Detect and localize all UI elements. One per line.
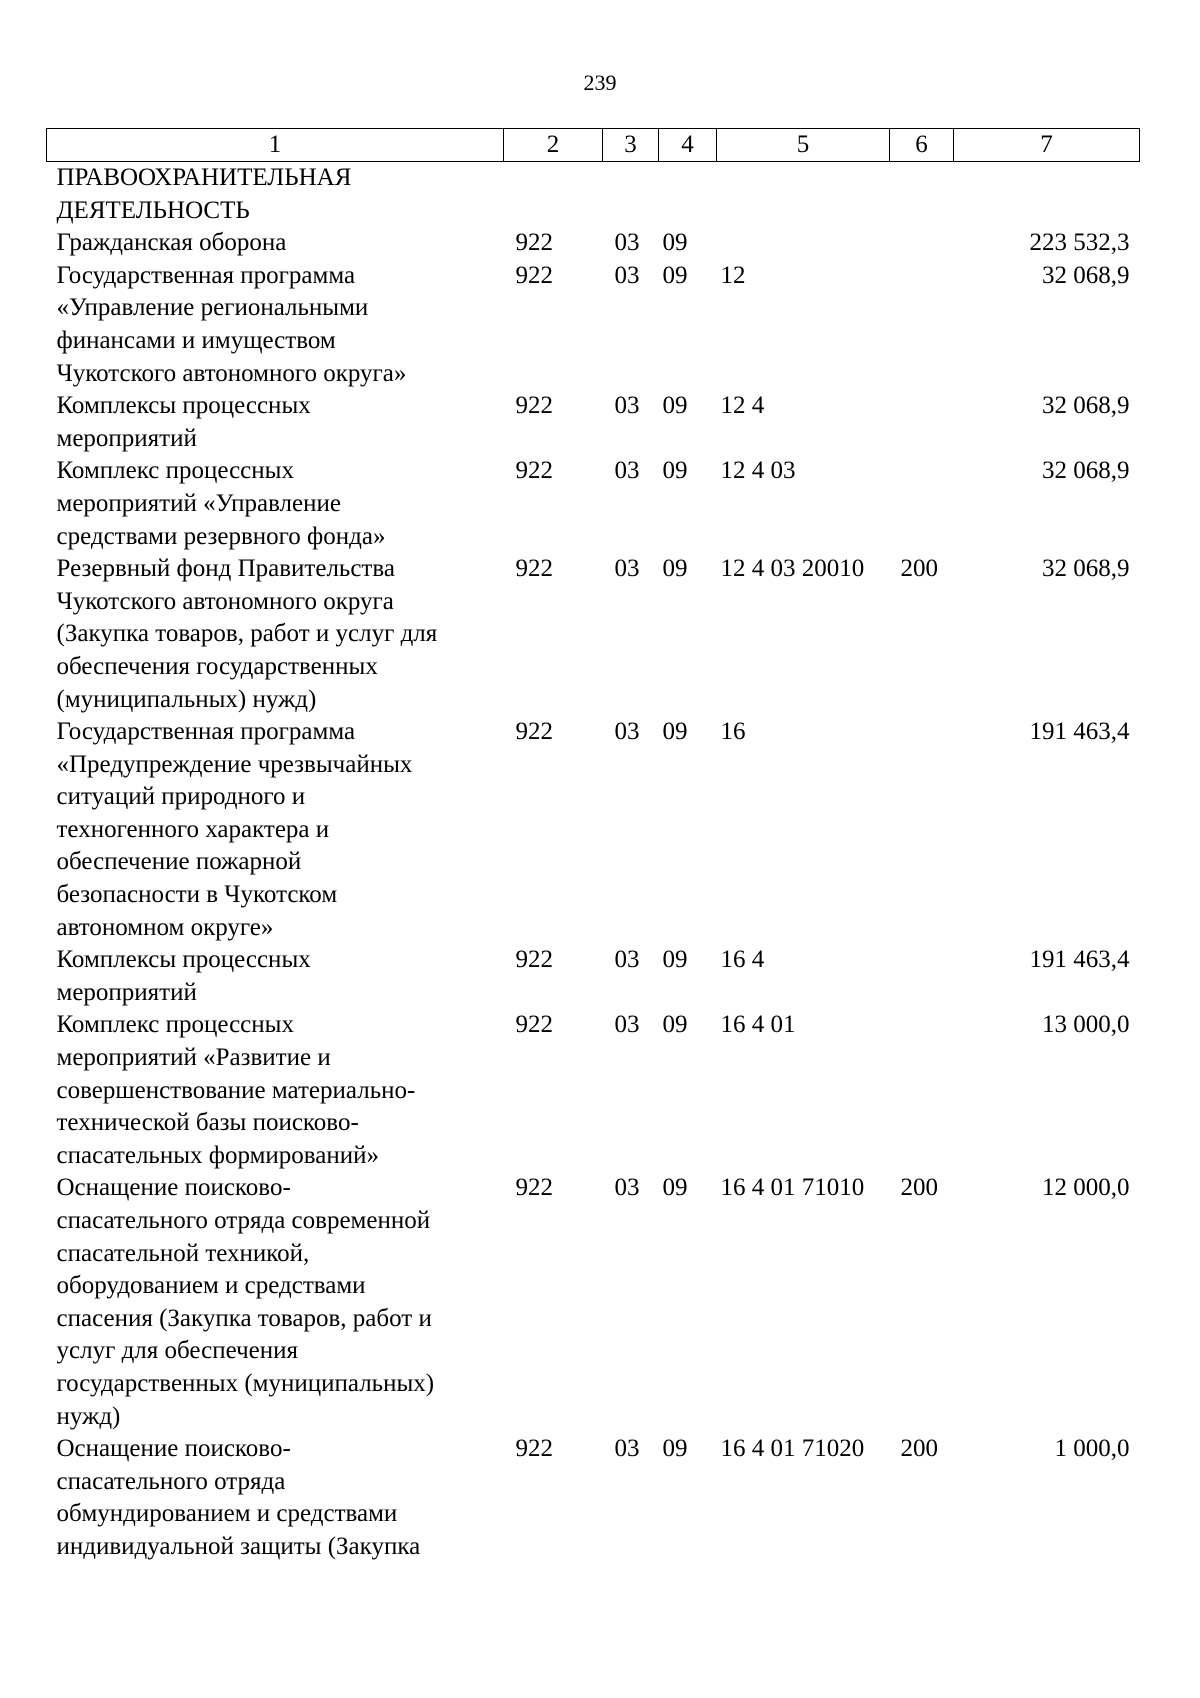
name-line: «Управление региональными xyxy=(56,294,369,322)
table-row xyxy=(47,1433,1140,1563)
cell-subsection: 09 xyxy=(662,457,688,485)
cell-grbs: 922 xyxy=(515,555,553,583)
table-row xyxy=(47,1172,1140,1433)
cell-subsection: 09 xyxy=(662,555,688,583)
name-line: мероприятий «Развитие и xyxy=(56,1044,331,1072)
name-line: Оснащение поисково- xyxy=(56,1435,291,1463)
cell-target-article: 16 4 01 xyxy=(720,1011,796,1039)
page-number: 239 xyxy=(583,70,617,95)
cell-subsection: 09 xyxy=(662,229,688,257)
cell-target-article: 16 4 xyxy=(720,946,765,974)
name-line: Государственная программа xyxy=(56,718,356,746)
table-row xyxy=(47,390,1140,455)
name-line: спасательной техникой, xyxy=(56,1239,310,1267)
cell-amount: 191 463,4 xyxy=(1029,946,1130,974)
header-col-6: 6 xyxy=(890,129,954,162)
cell-expense-type xyxy=(890,944,954,1009)
cell-section: 03 xyxy=(614,392,640,420)
name-line: Комплекс процессных xyxy=(56,457,294,485)
cell-subsection: 09 xyxy=(662,392,688,420)
budget-table xyxy=(46,128,1140,1564)
name-line: Комплексы процессных xyxy=(56,946,311,974)
cell-target-article: 16 xyxy=(720,718,746,746)
cell-subsection: 09 xyxy=(662,946,688,974)
cell-amount: 32 068,9 xyxy=(1042,392,1130,420)
cell-grbs: 922 xyxy=(515,457,553,485)
cell-name xyxy=(47,260,504,390)
table-row xyxy=(47,260,1140,390)
name-line: техногенного характера и xyxy=(56,815,330,843)
cell-grbs: 922 xyxy=(515,1174,553,1202)
cell-name xyxy=(47,162,504,228)
cell-amount: 32 068,9 xyxy=(1042,261,1130,289)
cell-section: 03 xyxy=(614,718,640,746)
name-line: ПРАВООХРАНИТЕЛЬНАЯ xyxy=(56,164,352,191)
cell-grbs: 922 xyxy=(515,1011,553,1039)
cell-name xyxy=(47,227,504,260)
cell-name xyxy=(47,1009,504,1172)
cell-name xyxy=(47,1172,504,1433)
header-col-5: 5 xyxy=(717,129,890,162)
name-line: ДЕЯТЕЛЬНОСТЬ xyxy=(56,196,250,224)
table-row xyxy=(47,227,1140,260)
name-line: (Закупка товаров, работ и услуг для xyxy=(56,620,438,648)
cell-section: 03 xyxy=(614,555,640,583)
header-col-2: 2 xyxy=(504,129,603,162)
name-line: Оснащение поисково- xyxy=(56,1174,291,1202)
cell-amount: 32 068,9 xyxy=(1042,555,1130,583)
cell-grbs xyxy=(504,162,603,228)
cell-amount xyxy=(954,162,1140,228)
name-line: средствами резервного фонда» xyxy=(56,522,386,550)
name-line: спасения (Закупка товаров, работ и xyxy=(56,1304,432,1332)
name-line: мероприятий xyxy=(56,424,197,452)
cell-grbs: 922 xyxy=(515,392,553,420)
name-line: Гражданская оборона xyxy=(56,229,287,257)
cell-target-article xyxy=(717,227,890,260)
header-col-3: 3 xyxy=(603,129,659,162)
name-line: (муниципальных) нужд) xyxy=(56,685,317,713)
name-line: спасательного отряда xyxy=(56,1467,286,1495)
cell-section: 03 xyxy=(614,1435,640,1463)
cell-target-article: 12 4 03 20010 xyxy=(720,555,865,583)
cell-target-article: 12 4 03 xyxy=(720,457,796,485)
cell-amount: 32 068,9 xyxy=(1042,457,1130,485)
cell-section: 03 xyxy=(614,946,640,974)
table-row xyxy=(47,1009,1140,1172)
name-line: мероприятий «Управление xyxy=(56,489,341,517)
name-line: Комплекс процессных xyxy=(56,1011,294,1039)
name-line: Резервный фонд Правительства xyxy=(56,555,395,583)
name-line: «Предупреждение чрезвычайных xyxy=(56,750,413,778)
table-header xyxy=(47,129,1140,162)
header-row xyxy=(47,129,1140,162)
table-row xyxy=(47,455,1140,553)
name-line: автономном округе» xyxy=(56,913,274,941)
cell-amount: 12 000,0 xyxy=(1042,1174,1130,1202)
cell-subsection: 09 xyxy=(662,718,688,746)
table-row xyxy=(47,553,1140,716)
cell-amount: 1 000,0 xyxy=(1054,1435,1130,1463)
cell-name xyxy=(47,390,504,455)
cell-target-article: 16 4 01 71020 xyxy=(720,1435,865,1463)
cell-expense-type: 200 xyxy=(900,1174,938,1202)
cell-name xyxy=(47,944,504,1009)
cell-target-article: 16 4 01 71010 xyxy=(720,1174,865,1202)
name-line: технической базы поисково- xyxy=(56,1109,359,1137)
cell-subsection: 09 xyxy=(662,1011,688,1039)
name-line: финансами и имуществом xyxy=(56,326,336,354)
name-line: индивидуальной защиты (Закупка xyxy=(56,1532,421,1560)
table-body xyxy=(47,162,1140,1564)
cell-subsection: 09 xyxy=(662,261,688,289)
name-line: спасательного отряда современной xyxy=(56,1207,431,1234)
name-line: обеспечение пожарной xyxy=(56,848,302,876)
cell-subsection: 09 xyxy=(662,1435,688,1463)
name-line: обеспечения государственных xyxy=(56,652,378,680)
name-line: Государственная программа xyxy=(56,261,356,289)
cell-expense-type xyxy=(890,162,954,228)
cell-section: 03 xyxy=(614,457,640,485)
name-line: спасательных формирований» xyxy=(56,1141,379,1169)
cell-amount: 191 463,4 xyxy=(1029,718,1130,746)
name-line: Чукотского автономного округа xyxy=(56,587,394,615)
header-col-7: 7 xyxy=(954,129,1140,162)
cell-section: 03 xyxy=(614,1174,640,1202)
table-row xyxy=(47,944,1140,1009)
cell-expense-type: 200 xyxy=(900,555,938,583)
name-line: услуг для обеспечения xyxy=(56,1337,299,1365)
cell-grbs: 922 xyxy=(515,229,553,257)
cell-name xyxy=(47,1433,504,1563)
cell-expense-type xyxy=(890,716,954,944)
cell-expense-type: 200 xyxy=(900,1435,938,1463)
header-col-4: 4 xyxy=(659,129,717,162)
name-line: безопасности в Чукотском xyxy=(56,881,338,909)
cell-target-article xyxy=(717,162,890,228)
name-line: мероприятий xyxy=(56,978,197,1006)
header-col-1: 1 xyxy=(47,129,504,162)
name-line: ситуаций природного и xyxy=(56,783,306,811)
cell-section xyxy=(603,162,659,228)
table-row xyxy=(47,716,1140,944)
cell-section: 03 xyxy=(614,1011,640,1039)
name-line: оборудованием и средствами xyxy=(56,1272,366,1300)
cell-expense-type xyxy=(890,1009,954,1172)
cell-name xyxy=(47,553,504,716)
cell-amount: 13 000,0 xyxy=(1042,1011,1130,1039)
cell-name xyxy=(47,716,504,944)
name-line: Чукотского автономного округа» xyxy=(56,359,407,387)
cell-expense-type xyxy=(890,455,954,553)
name-line: нужд) xyxy=(56,1402,121,1430)
name-line: совершенствование материально- xyxy=(56,1076,416,1104)
cell-expense-type xyxy=(890,227,954,260)
name-line: государственных (муниципальных) xyxy=(56,1369,435,1397)
name-line: Комплексы процессных xyxy=(56,392,311,420)
cell-grbs: 922 xyxy=(515,946,553,974)
cell-subsection: 09 xyxy=(662,1174,688,1202)
cell-target-article: 12 xyxy=(720,261,746,289)
cell-name xyxy=(47,455,504,553)
cell-grbs: 922 xyxy=(515,718,553,746)
cell-grbs: 922 xyxy=(515,261,553,289)
cell-grbs: 922 xyxy=(515,1435,553,1463)
table-row xyxy=(47,162,1140,228)
cell-section: 03 xyxy=(614,229,640,257)
cell-section: 03 xyxy=(614,261,640,289)
name-line: обмундированием и средствами xyxy=(56,1500,398,1528)
cell-target-article: 12 4 xyxy=(720,392,765,420)
cell-expense-type xyxy=(890,260,954,390)
cell-amount: 223 532,3 xyxy=(1029,229,1130,257)
cell-subsection xyxy=(659,162,717,228)
cell-expense-type xyxy=(890,390,954,455)
